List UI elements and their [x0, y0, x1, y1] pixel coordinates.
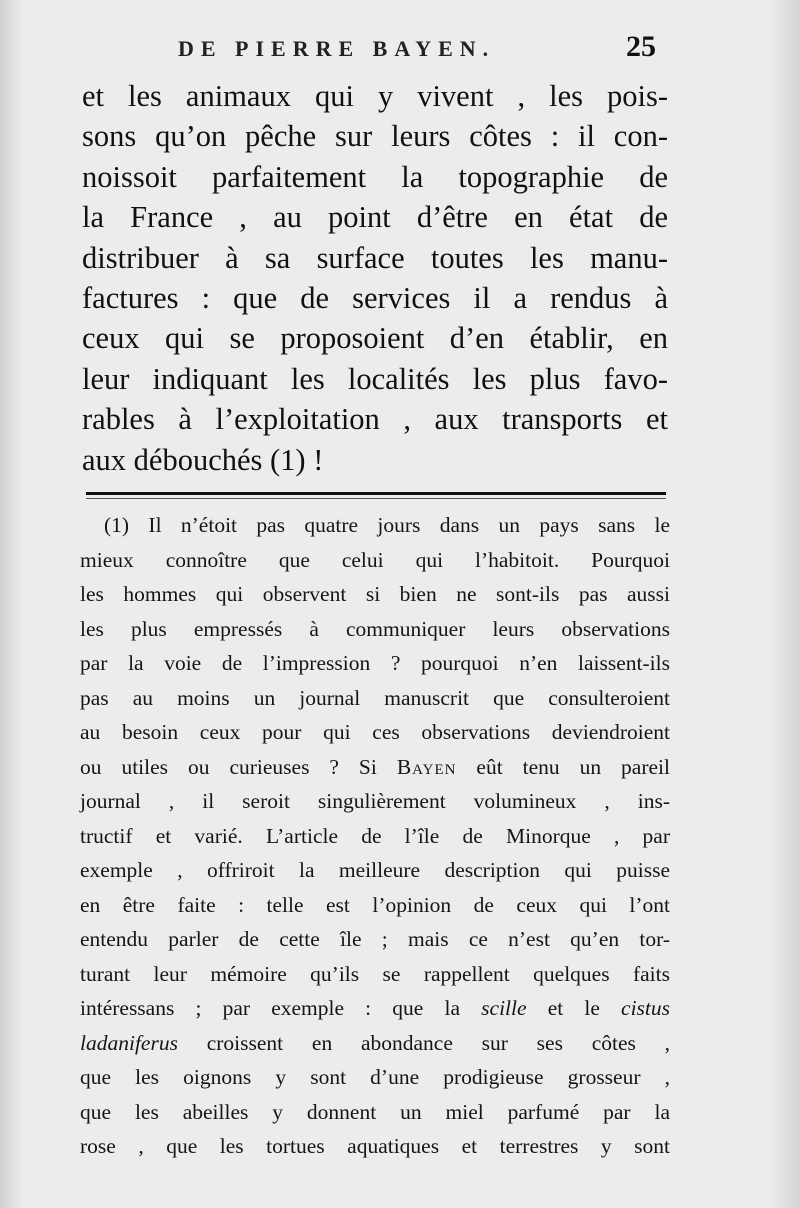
footnote-line: les hommes qui observent si bien ne sont-ils pas aussi	[80, 582, 670, 606]
page-edge-shadow-left	[0, 0, 22, 1208]
footnote-line	[80, 991, 670, 1026]
footnote-line: pas au moins un journal manuscrit que consulteroient	[80, 685, 670, 710]
main-text-block	[82, 76, 668, 480]
footnote-text: et le	[547, 996, 600, 1020]
footnote-text: ou utiles ou curieuses ? Si	[80, 754, 377, 779]
footnote-line: par la voie de l’impression ? pourquoi n’en laissent-ils	[80, 651, 670, 675]
footnote-line: les plus empressés à communiquer leurs observations	[80, 616, 670, 641]
footnote-line: au besoin ceux pour qui ces observations deviendroient	[80, 720, 670, 744]
footnote-line: journal , il seroit singulièrement volumineux , ins-	[80, 789, 670, 813]
italic-term-cistus: cistus	[621, 996, 671, 1020]
footnote-line: turant leur mémoire qu’ils se rappellent quelques faits	[80, 961, 670, 986]
page-number: 25	[626, 30, 656, 63]
page-edge-shadow-right	[770, 0, 800, 1208]
author-name-smallcaps: Bayen	[396, 754, 457, 779]
footnote-line: rose , que les tortues aquatiques et terrestres y sont	[80, 1134, 670, 1158]
footnote-line: exemple , offriroit la meilleure description qui puisse	[80, 858, 670, 882]
footnote-line: (1) Il n’étoit pas quatre jours dans un pays sans le	[104, 513, 670, 537]
main-text-line: ceux qui se proposoient d’en établir, en	[82, 321, 668, 356]
footnote-text: eût tenu un pareil	[476, 754, 671, 779]
footnote-text: intéressans ; par exemple : que la	[80, 996, 460, 1020]
footnote-line: mieux connoître que celui qui l’habitoit. Pourquoi	[80, 547, 670, 572]
running-head: DE PIERRE BAYEN.	[178, 36, 496, 61]
footnote-separator-rule	[86, 492, 666, 495]
footnote-line: que les abeilles y donnent un miel parfumé par la	[80, 1099, 670, 1124]
main-text-line: la France , au point d’être en état de	[82, 200, 668, 235]
italic-term-scille: scille	[481, 996, 527, 1020]
footnote-separator-thin-rule	[86, 498, 666, 499]
footnote-line: que les oignons y sont d’une prodigieuse grosseur ,	[80, 1065, 670, 1089]
main-text-line: aux débouchés (1) !	[82, 442, 324, 477]
main-text-line: noissoit parfaitement la topographie de	[82, 159, 668, 194]
main-text-line: leur indiquant les localités les plus favo-	[82, 361, 668, 396]
footnote-line: tructif et varié. L’article de l’île de Minorque , par	[80, 823, 670, 848]
footnote-line	[80, 750, 670, 785]
footnote-text: croissent en abondance sur ses côtes ,	[206, 1030, 671, 1055]
italic-term-ladaniferus: ladaniferus	[80, 1030, 178, 1055]
main-text-line: factures : que de services il a rendus à	[82, 281, 668, 316]
main-text-line: rables à l’exploitation , aux transports et	[82, 402, 668, 437]
footnote-line: entendu parler de cette île ; mais ce n’est qu’en tor-	[80, 927, 670, 951]
footnote-block	[80, 508, 670, 1164]
main-text-line: et les animaux qui y vivent , les pois-	[82, 79, 668, 113]
footnote-line	[80, 1026, 670, 1061]
main-text-line: sons qu’on pêche sur leurs côtes : il con-	[82, 119, 668, 154]
main-text-line: distribuer à sa surface toutes les manu-	[82, 240, 668, 275]
footnote-line: en être faite : telle est l’opinion de ceux qui l’ont	[80, 892, 670, 917]
